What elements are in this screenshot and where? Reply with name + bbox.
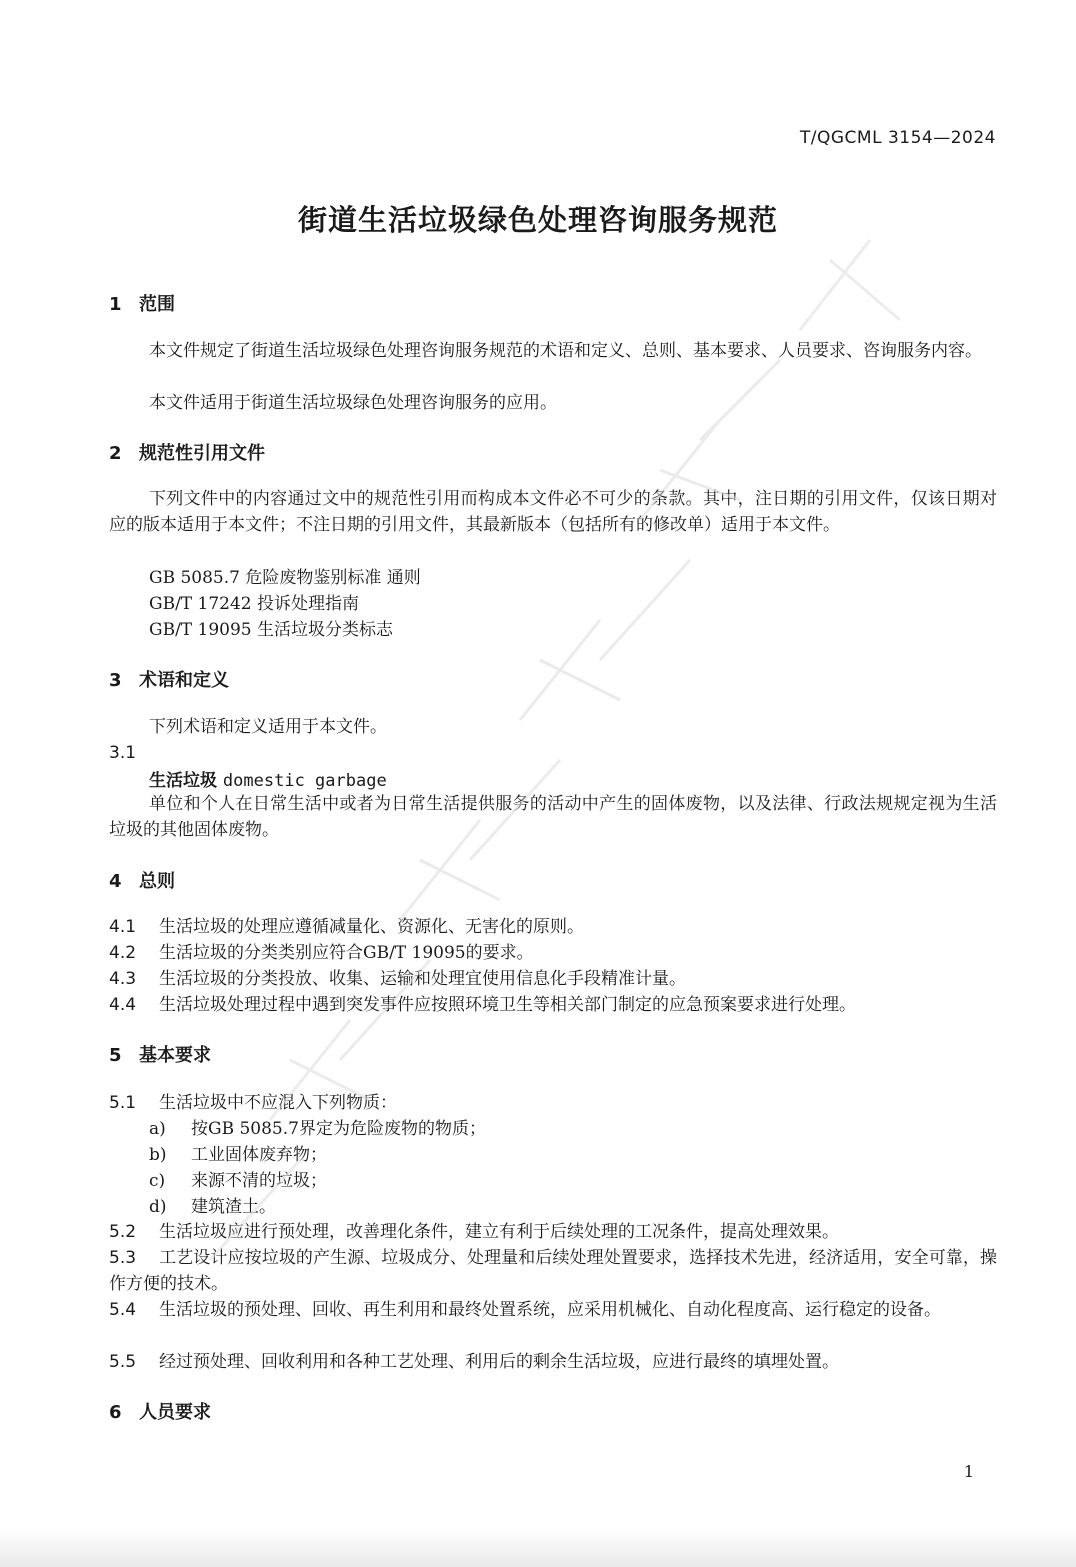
clause-text: 生活垃圾的处理应遵循减量化、资源化、无害化的原则。 bbox=[159, 917, 584, 937]
list-marker: c) bbox=[149, 1171, 166, 1191]
list-marker: d) bbox=[149, 1197, 167, 1217]
clause-text: 生活垃圾的分类投放、收集、运输和处理宜使用信息化手段精准计量。 bbox=[159, 969, 686, 989]
list-text: 建筑渣土。 bbox=[191, 1197, 276, 1217]
section-number: 6 bbox=[109, 1402, 122, 1423]
document-title: 街道生活垃圾绿色处理咨询服务规范 bbox=[297, 203, 778, 237]
section-title: 规范性引用文件 bbox=[139, 443, 265, 464]
section-1-paragraph-2: 本文件适用于街道生活垃圾绿色处理咨询服务的应用。 bbox=[149, 393, 557, 413]
term-definition: 单位和个人在日常生活中或者为日常生活提供服务的活动中产生的固体废物，以及法律、行政法规规定视为生活垃圾的其他固体废物。 bbox=[109, 794, 997, 840]
clause-text: 生活垃圾应进行预处理，改善理化条件，建立有利于后续处理的工况条件，提高处理效果。 bbox=[159, 1222, 839, 1242]
clause-5-1 bbox=[109, 1090, 397, 1116]
section-1-paragraph-1: 本文件规定了街道生活垃圾绿色处理咨询服务规范的术语和定义、总则、基本要求、人员要求、咨询服务内容。 bbox=[149, 341, 982, 361]
section-4-heading bbox=[109, 867, 175, 893]
clause-4-2 bbox=[109, 940, 534, 966]
page-number: 1 bbox=[963, 1462, 974, 1481]
clause-number: 5.3 bbox=[109, 1248, 137, 1268]
clause-text: 生活垃圾的分类类别应符合GB/T 19095的要求。 bbox=[159, 943, 534, 963]
clause-4-4 bbox=[109, 992, 856, 1018]
section-title: 范围 bbox=[139, 294, 175, 315]
section-3-paragraph: 下列术语和定义适用于本文件。 bbox=[149, 717, 387, 737]
section-title: 人员要求 bbox=[139, 1402, 211, 1423]
section-number: 4 bbox=[109, 871, 122, 892]
reference-item: GB/T 17242 投诉处理指南 bbox=[149, 594, 360, 614]
term-chinese: 生活垃圾 bbox=[149, 771, 217, 791]
list-text: 来源不清的垃圾； bbox=[191, 1171, 327, 1191]
section-title: 术语和定义 bbox=[139, 670, 229, 691]
clause-text: 生活垃圾中不应混入下列物质： bbox=[159, 1093, 397, 1113]
clause-number: 5.1 bbox=[109, 1093, 137, 1113]
section-6-heading bbox=[109, 1398, 211, 1424]
reference-item: GB/T 19095 生活垃圾分类标志 bbox=[149, 620, 394, 640]
footer-shadow bbox=[0, 1527, 1076, 1567]
clause-text: 经过预处理、回收利用和各种工艺处理、利用后的剩余生活垃圾，应进行最终的填埋处置。 bbox=[159, 1352, 839, 1372]
section-2-paragraph: 下列文件中的内容通过文中的规范性引用而构成本文件必不可少的条款。其中，注日期的引用文件，仅该日期对应的版本适用于本文件；不注日期的引用文件，其最新版本（包括所有的修改单）适用于本文件。 bbox=[109, 489, 997, 535]
term-english: domestic garbage bbox=[222, 771, 387, 791]
list-marker: a) bbox=[149, 1119, 166, 1139]
list-item bbox=[149, 1168, 327, 1194]
standard-code: T/QGCML 3154—2024 bbox=[799, 128, 996, 148]
clause-5-2 bbox=[109, 1219, 839, 1245]
clause-number: 4.4 bbox=[109, 995, 137, 1015]
list-marker: b) bbox=[149, 1145, 167, 1165]
list-item bbox=[149, 1194, 276, 1220]
clause-number: 4.2 bbox=[109, 943, 137, 963]
section-5-heading bbox=[109, 1041, 211, 1067]
list-item bbox=[149, 1116, 486, 1142]
clause-5-3 bbox=[109, 1245, 997, 1297]
section-number: 1 bbox=[109, 294, 122, 315]
section-number: 3 bbox=[109, 670, 122, 691]
term-entry bbox=[149, 766, 387, 791]
clause-number: 4.3 bbox=[109, 969, 137, 989]
section-1-heading bbox=[109, 290, 175, 316]
section-title: 基本要求 bbox=[139, 1045, 211, 1066]
clause-4-3 bbox=[109, 966, 686, 992]
clause-text: 工艺设计应按垃圾的产生源、垃圾成分、处理量和后续处理处置要求，选择技术先进，经济适用，安全可靠，操作方便的技术。 bbox=[109, 1248, 997, 1294]
section-number: 5 bbox=[109, 1045, 122, 1066]
section-title: 总则 bbox=[139, 871, 175, 892]
reference-item: GB 5085.7 危险废物鉴别标准 通则 bbox=[149, 568, 421, 588]
list-text: 工业固体废弃物； bbox=[191, 1145, 327, 1165]
clause-number: 5.5 bbox=[109, 1352, 137, 1372]
term-number: 3.1 bbox=[109, 743, 137, 763]
clause-4-1 bbox=[109, 914, 584, 940]
list-text: 按GB 5085.7界定为危险废物的物质； bbox=[191, 1119, 486, 1139]
list-item bbox=[149, 1142, 327, 1168]
section-3-heading bbox=[109, 666, 229, 692]
clause-number: 5.2 bbox=[109, 1222, 137, 1242]
clause-text: 生活垃圾的预处理、回收、再生利用和最终处置系统，应采用机械化、自动化程度高、运行稳定的设备。 bbox=[159, 1300, 941, 1320]
clause-number: 5.4 bbox=[109, 1300, 137, 1320]
clause-5-4 bbox=[109, 1297, 997, 1323]
section-2-heading bbox=[109, 439, 265, 465]
section-number: 2 bbox=[109, 443, 122, 464]
clause-number: 4.1 bbox=[109, 917, 137, 937]
clause-5-5 bbox=[109, 1349, 839, 1375]
clause-text: 生活垃圾处理过程中遇到突发事件应按照环境卫生等相关部门制定的应急预案要求进行处理。 bbox=[159, 995, 856, 1015]
